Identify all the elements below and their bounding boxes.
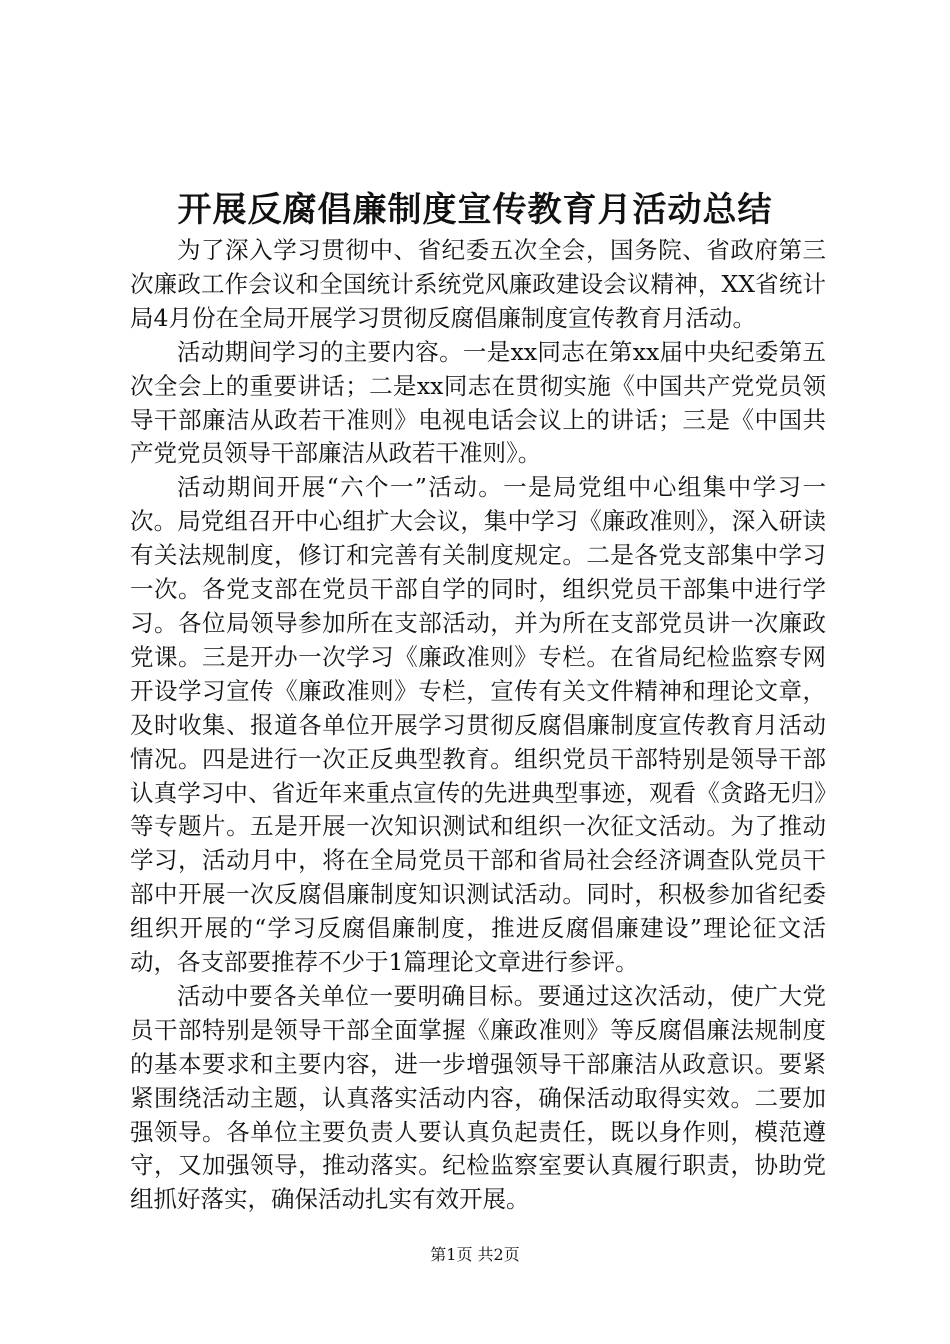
page-number-footer: 第1页 共2页: [430, 1245, 520, 1264]
paragraph-1: 为了深入学习贯彻中、省纪委五次全会，国务院、省政府第三次廉政工作会议和全国统计系统党风廉政建设会议精神，XX省统计局4月份在全局开展学习贯彻反腐倡廉制度宣传教育月活动。: [130, 236, 826, 332]
paragraph-3: 活动期间开展“六个一”活动。一是局党组中心组集中学习一次。局党组召开中心组扩大会议，集中学习《廉政准则》，深入研读有关法规制度，修订和完善有关制度规定。二是各党支部集中学习一次。各党支部在党员干部自学的同时，组织党员干部集中进行学习。各位局领导参加所在支部活动，并为所在支部党员讲一次廉政党课。三是开办一次学习《廉政准则》专栏。在省局纪检监察专网开设学习宣传《廉政准则》专栏，宣传有关文件精神和理论文章，及时收集、报道各单位开展学习贯彻反腐倡廉制度宣传教育月活动情况。四是进行一次正反典型教育。组织党员干部特别是领导干部认真学习中、省近年来重点宣传的先进典型事迹，观看《贪路无归》等专题片。五是开展一次知识测试和组织一次征文活动。为了推动学习，活动月中，将在全局党员干部和省局社会经济调查队党员干部中开展一次反腐倡廉制度知识测试活动。同时，积极参加省纪委组织开展的“学习反腐倡廉制度，推进反腐倡廉建设”理论征文活动，各支部要推荐不少于1篇理论文章进行参评。: [130, 473, 826, 977]
paragraph-2: 活动期间学习的主要内容。一是xx同志在第xx届中央纪委第五次全会上的重要讲话；二是xx同志在贯彻实施《中国共产党党员领导干部廉洁从政若干准则》电视电话会议上的讲话；三是《中国共产党党员领导干部廉洁从政若干准则》。: [130, 337, 826, 468]
document-title: 开展反腐倡廉制度宣传教育月活动总结: [177, 190, 773, 230]
document-body: [130, 234, 826, 1217]
paragraph-4: 活动中要各关单位一要明确目标。要通过这次活动，使广大党员干部特别是领导干部全面掌握《廉政准则》等反腐倡廉法规制度的基本要求和主要内容，进一步增强领导干部廉洁从政意识。要紧紧围绕活动主题，认真落实活动内容，确保活动取得实效。二要加强领导。各单位主要负责人要认真负起责任，既以身作则，模范遵守，又加强领导，推动落实。纪检监察室要认真履行职责，协助党组抓好落实，确保活动扎实有效开展。: [130, 981, 826, 1214]
